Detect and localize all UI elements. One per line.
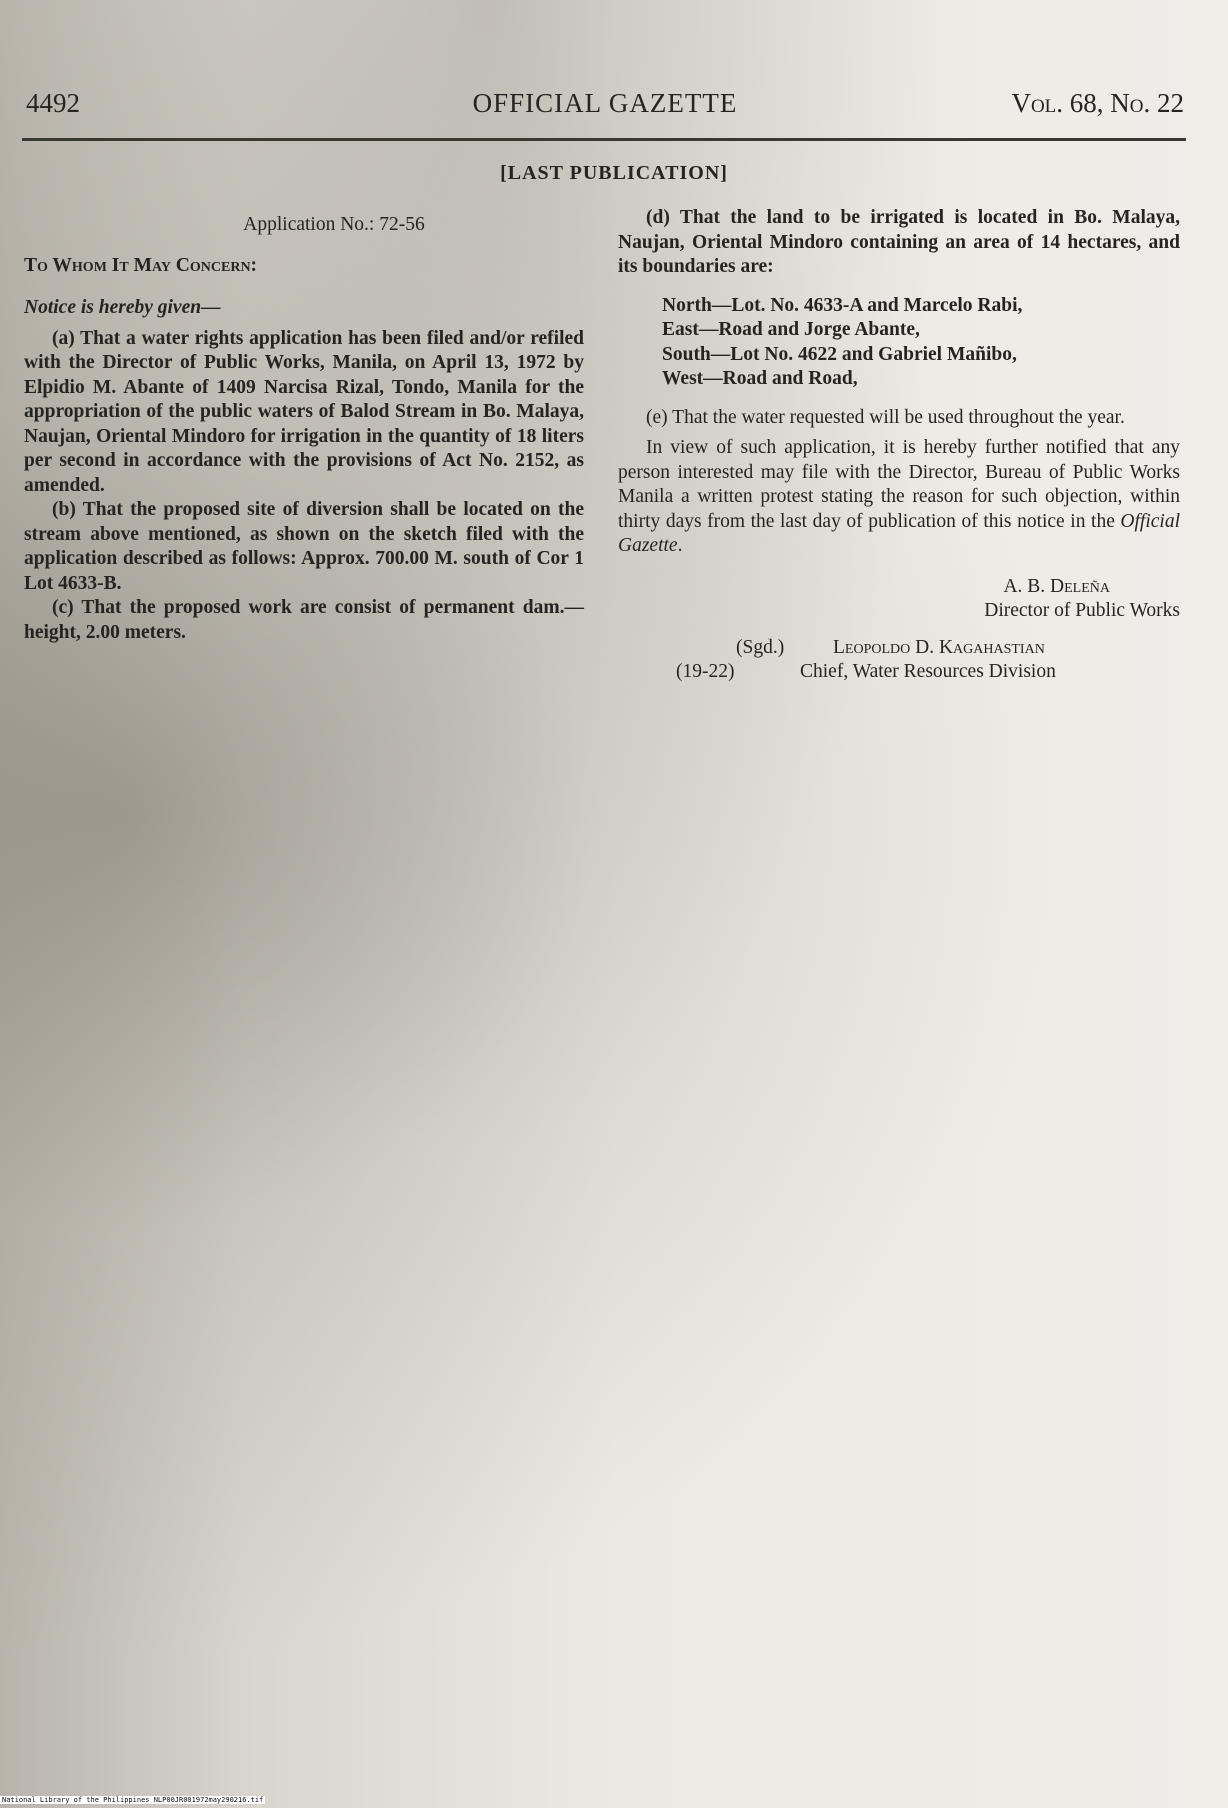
salutation: To Whom It May Concern: bbox=[24, 254, 258, 276]
paragraph-e: (e) That the water requested will be used throughout the year. bbox=[646, 406, 1125, 428]
notice-intro: Notice is hereby given— bbox=[24, 297, 221, 318]
paragraph-a: (a) That a water rights application has been filed and/or refiled with the Director of Public Works, Manila, on April 13, 1972 by Elpidio M. Abante of 1409 Narcisa Rizal, Tondo, Manila for the appropriation of the public waters of Balod Stream in Bo. Malaya, Naujan, Oriental Mindoro for irrigation in the quantity of 18 liters per second in accordance with the provisions of Act No. 2152, as amended. bbox=[24, 327, 584, 496]
paragraph-c: (c) That the proposed work are consist of permanent dam.—height, 2.00 meters. bbox=[24, 597, 584, 643]
boundary-east: East—Road and Jorge Abante, bbox=[662, 319, 920, 340]
page-header bbox=[26, 88, 1184, 128]
last-publication-banner: [LAST PUBLICATION] bbox=[500, 162, 728, 184]
header-rule bbox=[22, 138, 1186, 141]
second-signatory-title: Chief, Water Resources Division bbox=[800, 660, 1056, 682]
gazette-name: Official Gazette bbox=[618, 510, 1180, 556]
publication-title: OFFICIAL GAZETTE bbox=[472, 88, 738, 118]
protest-text: In view of such application, it is hereby further notified that any person interested may file with the Director, Bureau of Public Works Manila a written protest stating the reason for such objection, within thirty days from the last day of publication of this notice in the bbox=[618, 437, 1180, 532]
scan-footer: National Library of the Philippines NLP00JR001972may290216.tif bbox=[2, 1796, 264, 1804]
signatory-name: A. B. Deleña bbox=[1003, 575, 1110, 597]
boundary-west: West—Road and Road, bbox=[662, 368, 858, 389]
page-number: 4492 bbox=[26, 88, 80, 118]
right-column bbox=[618, 206, 1180, 684]
application-number: Application No.: 72-56 bbox=[243, 214, 425, 235]
paragraph-b: (b) That the proposed site of diversion shall be located on the stream above mentioned, as shown on the sketch filed with the application described as follows: Approx. 700.00 M. south of Cor 1 Lot 4633-B. bbox=[24, 499, 584, 594]
volume-number: Vol. 68, No. 22 bbox=[1011, 88, 1184, 118]
sgd-row bbox=[618, 636, 1180, 660]
boundaries-list bbox=[618, 294, 1180, 392]
issue-range: (19-22) bbox=[676, 660, 735, 682]
protest-end: . bbox=[677, 535, 683, 556]
second-signatory-name: Leopoldo D. Kagahastian bbox=[833, 636, 1045, 658]
signatory-title: Director of Public Works bbox=[984, 600, 1180, 621]
left-column bbox=[24, 213, 584, 645]
paragraph-d: (d) That the land to be irrigated is located in Bo. Malaya, Naujan, Oriental Mindoro containing an area of 14 hectares, and its boundaries are: bbox=[618, 207, 1180, 277]
sgd-label: (Sgd.) bbox=[736, 636, 785, 658]
paragraph-protest bbox=[618, 436, 1180, 559]
boundary-south: South—Lot No. 4622 and Gabriel Mañibo, bbox=[662, 343, 1017, 365]
issue-row bbox=[618, 660, 1180, 684]
boundary-north: North—Lot. No. 4633-A and Marcelo Rabi, bbox=[662, 294, 1023, 316]
